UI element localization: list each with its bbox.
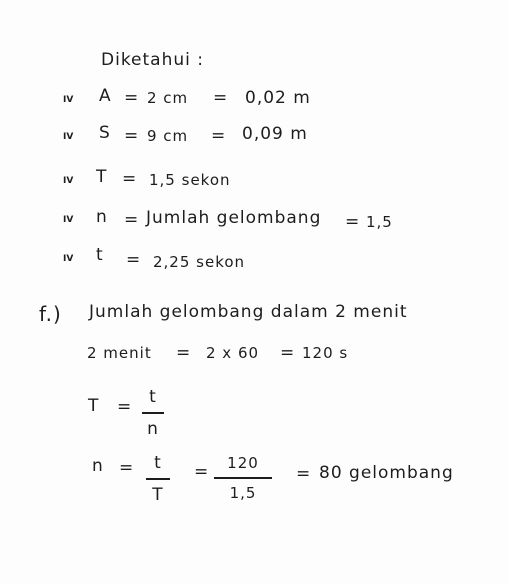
- distance-cm: 9 cm: [147, 127, 189, 145]
- equals-sign: =: [122, 169, 138, 189]
- wave-count-description: Jumlah gelombang: [146, 208, 322, 228]
- conversion-mid: 2 x 60: [206, 344, 260, 362]
- period-value: 1,5 sekon: [149, 171, 231, 189]
- fraction-bar: [214, 477, 272, 479]
- conversion-rhs: 120 s: [302, 344, 349, 362]
- equals-sign: =: [211, 126, 227, 146]
- equals-sign: =: [126, 250, 142, 270]
- distance-m: 0,09 m: [242, 124, 308, 144]
- fraction-t-over-n: [142, 389, 164, 438]
- bullet-marker: IV: [63, 254, 74, 264]
- equals-sign: =: [124, 88, 140, 108]
- amplitude-cm: 2 cm: [147, 89, 189, 107]
- conversion-lhs: 2 menit: [87, 344, 152, 362]
- wave-count-value: 1,5: [366, 213, 393, 231]
- fraction-denominator: 1,5: [229, 483, 257, 502]
- symbol-amplitude: A: [99, 86, 112, 106]
- fraction-t-over-T: [146, 455, 170, 504]
- fraction-120-over-1-5: [218, 456, 268, 501]
- equals-sign: =: [119, 458, 135, 478]
- given-heading: Diketahui :: [101, 50, 204, 70]
- equals-sign: =: [296, 464, 312, 484]
- fraction-bar: [146, 478, 170, 480]
- time-value: 2,25 sekon: [153, 253, 246, 271]
- equals-sign: =: [194, 462, 210, 482]
- bullet-marker: IV: [63, 176, 74, 186]
- fraction-bar: [142, 412, 164, 414]
- equals-sign: =: [213, 88, 229, 108]
- formula-lhs: T: [88, 396, 100, 416]
- symbol-wave-count: n: [96, 207, 108, 227]
- question-title: Jumlah gelombang dalam 2 menit: [89, 302, 408, 322]
- amplitude-m: 0,02 m: [245, 88, 311, 108]
- equals-sign: =: [124, 126, 140, 146]
- equals-sign: =: [124, 210, 140, 230]
- equals-sign: =: [345, 212, 361, 232]
- fraction-denominator: n: [147, 418, 159, 439]
- symbol-distance: S: [99, 123, 111, 143]
- equals-sign: =: [117, 397, 133, 417]
- fraction-numerator: 120: [227, 454, 259, 472]
- bullet-marker: IV: [63, 95, 74, 105]
- fraction-numerator: t: [149, 387, 157, 407]
- formula-lhs: n: [92, 456, 104, 476]
- bullet-marker: IV: [63, 215, 74, 225]
- fraction-numerator: t: [154, 453, 162, 473]
- equals-sign: =: [280, 343, 296, 363]
- final-result: 80 gelombang: [319, 463, 454, 483]
- part-label: f.): [39, 302, 62, 326]
- fraction-denominator: T: [152, 484, 164, 505]
- bullet-marker: IV: [63, 132, 74, 142]
- symbol-period: T: [96, 167, 108, 187]
- symbol-time: t: [96, 245, 104, 265]
- equals-sign: =: [176, 343, 192, 363]
